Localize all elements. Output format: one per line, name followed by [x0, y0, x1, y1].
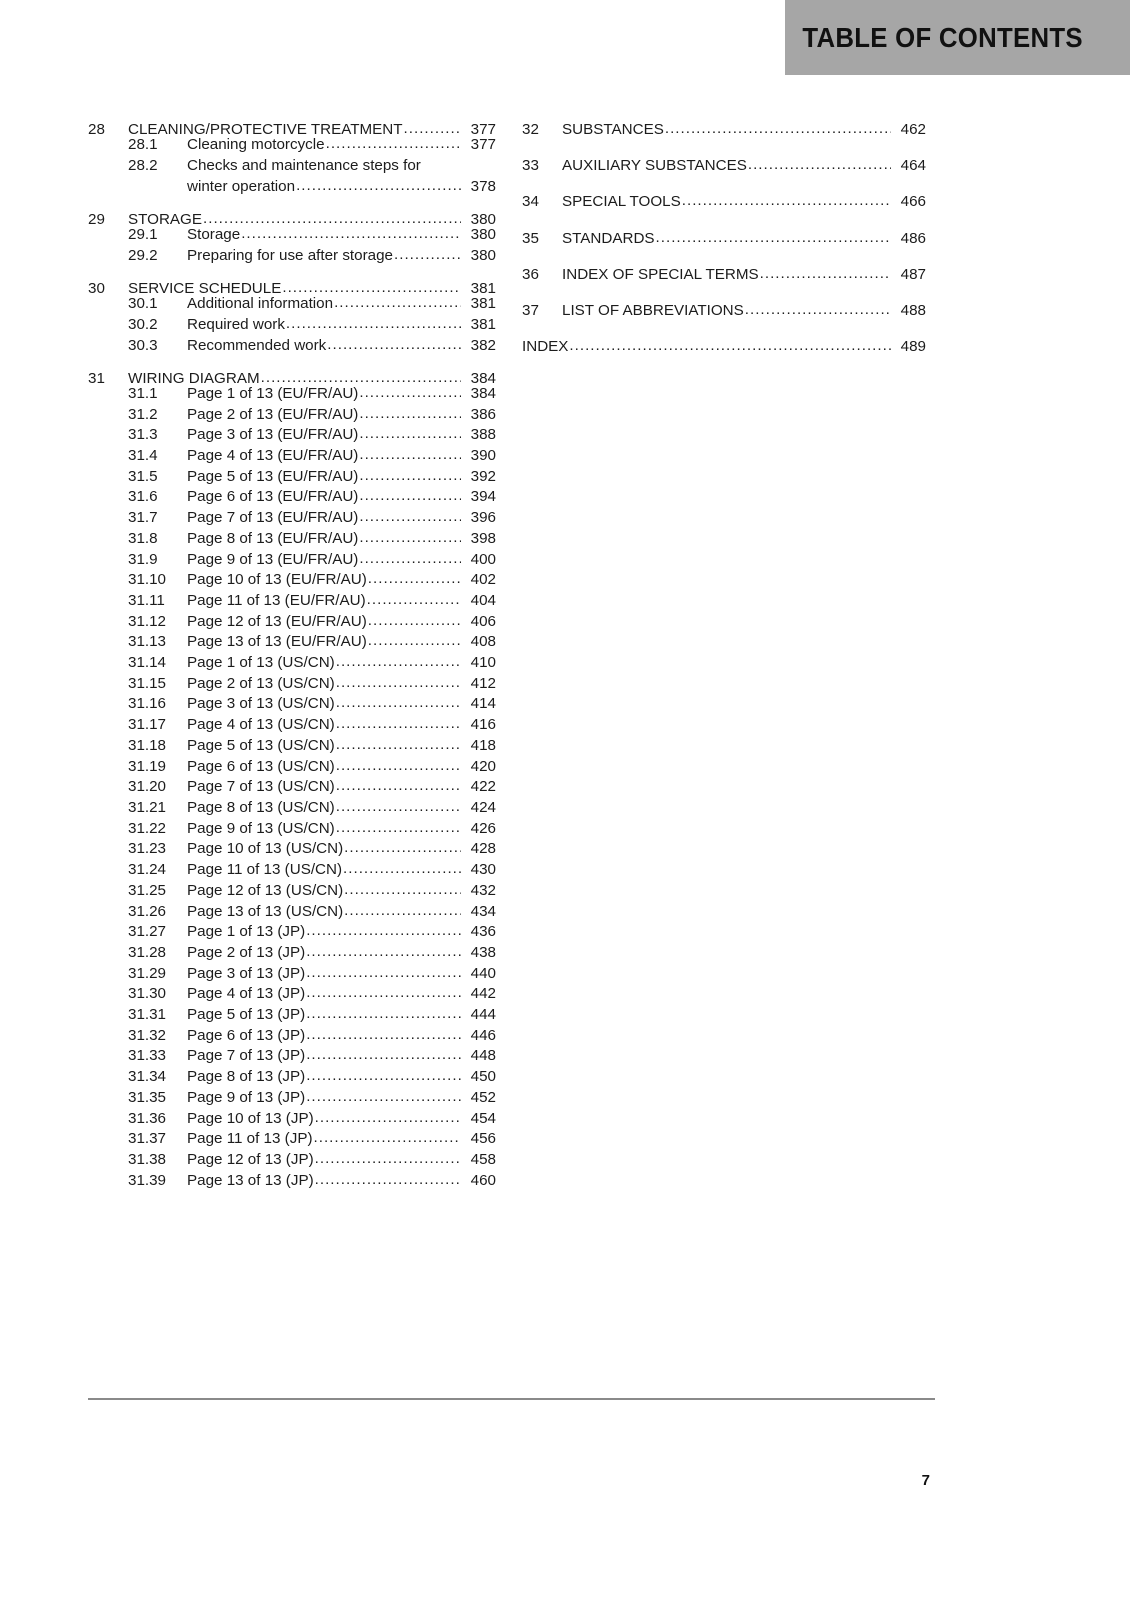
toc-entry-title: Page 6 of 13 (JP) [187, 1026, 306, 1044]
dot-leader [315, 1172, 461, 1187]
toc-entry-title: Page 12 of 13 (EU/FR/AU) [187, 612, 367, 630]
toc-entry-number: 31.3 [128, 426, 158, 444]
toc-entry-page: 416 [470, 716, 496, 734]
toc-entry-number: 29 [88, 210, 105, 228]
toc-entry-title: Page 4 of 13 (US/CN) [187, 716, 335, 734]
dot-leader [368, 633, 461, 648]
toc-entry[interactable] [88, 945, 496, 960]
toc-entry[interactable] [88, 800, 496, 815]
toc-entry-title: Recommended work [187, 336, 327, 354]
toc-entry-page: 438 [470, 943, 496, 961]
toc-entry-number: 31.26 [128, 902, 167, 920]
toc-entry-title: Page 9 of 13 (EU/FR/AU) [187, 550, 359, 568]
dot-leader [306, 1006, 461, 1021]
toc-entry[interactable] [88, 779, 496, 794]
toc-entry[interactable] [88, 966, 496, 981]
toc-entry[interactable] [88, 122, 496, 137]
toc-entry-title: Page 1 of 13 (EU/FR/AU) [187, 384, 359, 402]
toc-entry-number: 30.3 [128, 336, 158, 354]
toc-entry-number: 28 [88, 121, 105, 138]
toc-entry-number: 31.24 [128, 861, 167, 879]
toc-entry-title: Page 3 of 13 (US/CN) [187, 695, 335, 713]
toc-entry[interactable] [88, 655, 496, 670]
toc-entry[interactable] [88, 1173, 496, 1188]
toc-entry-title: Page 10 of 13 (JP) [187, 1109, 314, 1127]
toc-entry[interactable] [88, 296, 496, 311]
toc-entry-title: Page 5 of 13 (US/CN) [187, 736, 335, 754]
toc-entry-title: Page 6 of 13 (EU/FR/AU) [187, 488, 359, 506]
toc-entry-number: 31.37 [128, 1130, 167, 1148]
toc-entry-number: 31.8 [128, 529, 158, 547]
dot-leader [306, 1027, 461, 1042]
toc-entry-page: 428 [470, 840, 496, 858]
toc-entry-number: 31.10 [128, 571, 167, 589]
toc-entry[interactable] [88, 227, 496, 242]
toc-entry-page: 406 [470, 612, 496, 630]
dot-leader [336, 820, 461, 835]
dot-leader [344, 882, 461, 897]
dot-leader [368, 613, 461, 628]
dot-leader [359, 406, 461, 421]
toc-entry-page: 384 [470, 384, 496, 402]
toc-entry-title: Page 1 of 13 (JP) [187, 923, 306, 941]
dot-leader [656, 230, 891, 245]
toc-entry-title: Page 11 of 13 (US/CN) [187, 861, 343, 879]
toc-entry-number: 31.4 [128, 447, 158, 465]
toc-entry[interactable] [88, 759, 496, 774]
toc-entry-title: Page 3 of 13 (JP) [187, 964, 306, 982]
toc-entry-page: 412 [470, 674, 496, 692]
toc-entry-page: 381 [470, 279, 496, 297]
toc-entry-title: LIST OF ABBREVIATIONS [562, 302, 744, 320]
toc-entry[interactable] [88, 489, 496, 504]
dot-leader [203, 211, 461, 226]
toc-entry-title: Page 13 of 13 (US/CN) [187, 902, 344, 920]
dot-leader [241, 226, 461, 241]
toc-entry-title: Page 12 of 13 (JP) [187, 1150, 314, 1168]
toc-entry-number: 31.39 [128, 1171, 167, 1189]
toc-entry-title: Page 10 of 13 (EU/FR/AU) [187, 571, 367, 589]
toc-entry-number: 28.1 [128, 136, 158, 154]
toc-entry[interactable] [88, 212, 496, 227]
toc-entry-page: 404 [470, 591, 496, 609]
dot-leader [306, 923, 461, 938]
toc-entry-number: 30.1 [128, 295, 158, 313]
toc-entry-page: 380 [470, 210, 496, 228]
toc-entry[interactable] [522, 303, 926, 318]
toc-entry[interactable] [88, 158, 496, 194]
toc-entry-page: 442 [470, 985, 496, 1003]
dot-leader [334, 295, 461, 310]
toc-entry-number: 31.7 [128, 509, 158, 527]
toc-entry-number: 31.18 [128, 736, 167, 754]
dot-leader [404, 121, 461, 136]
toc-entry-title: Page 11 of 13 (JP) [187, 1130, 313, 1148]
toc-entry-number: 31.25 [128, 881, 167, 899]
toc-entry-number: 31.21 [128, 799, 167, 816]
toc-entry-title: Page 1 of 13 (US/CN) [187, 654, 335, 672]
page-title: TABLE OF CONTENTS [802, 22, 1083, 53]
toc-entry-page: 426 [470, 819, 496, 837]
dot-leader [314, 1130, 461, 1145]
toc-entry-page: 394 [470, 488, 496, 506]
dot-leader [296, 178, 461, 193]
toc-entry-page: 432 [470, 881, 496, 899]
toc-entry-title: Storage [187, 226, 241, 244]
dot-leader [359, 385, 461, 400]
toc-entry[interactable] [88, 696, 496, 711]
toc-entry-number: 31.30 [128, 985, 167, 1003]
toc-entry-title: Page 13 of 13 (JP) [187, 1171, 314, 1189]
dot-leader [359, 426, 461, 441]
toc-entry-number: 31.12 [128, 612, 167, 630]
toc-entry-title: Page 5 of 13 (EU/FR/AU) [187, 467, 359, 485]
toc-entry-page: 486 [900, 229, 926, 247]
toc-entry[interactable] [88, 821, 496, 836]
toc-entry-number: 31.23 [128, 840, 167, 858]
toc-entry-number: 31.20 [128, 778, 167, 796]
toc-entry-title: Page 8 of 13 (JP) [187, 1068, 306, 1086]
toc-entry-number: 31.9 [128, 550, 158, 568]
toc-entry-page: 466 [900, 193, 926, 211]
toc-entry-number: 31 [88, 369, 105, 387]
toc-entry-page: 398 [470, 529, 496, 547]
dot-leader [336, 695, 461, 710]
toc-entry-page: 458 [470, 1150, 496, 1168]
toc-entry-number: 31.32 [128, 1026, 167, 1044]
toc-entry-number: 31.11 [128, 591, 165, 609]
toc-entry-page: 380 [470, 226, 496, 244]
toc-entry-number: 31.13 [128, 633, 167, 651]
dot-leader [359, 551, 461, 566]
toc-entry-number: 31.38 [128, 1150, 167, 1168]
toc-entry[interactable] [88, 1007, 496, 1022]
toc-entry[interactable] [88, 386, 496, 401]
toc-entry-page: 436 [470, 923, 496, 941]
toc-entry[interactable] [88, 510, 496, 525]
dot-leader [760, 266, 891, 281]
toc-entry-number: 34 [522, 193, 539, 211]
dot-leader [286, 316, 461, 331]
toc-entry[interactable] [88, 1048, 496, 1063]
toc-entry-title: Page 7 of 13 (EU/FR/AU) [187, 509, 359, 527]
footer-rule [88, 1398, 935, 1400]
toc-entry[interactable] [88, 676, 496, 691]
toc-entry[interactable] [88, 1090, 496, 1105]
toc-entry-number: 31.36 [128, 1109, 167, 1127]
toc-entry-number: 30.2 [128, 315, 158, 333]
toc-entry-page: 420 [470, 757, 496, 775]
dot-leader [336, 654, 461, 669]
dot-leader [359, 509, 461, 524]
toc-entry-number: 31.1 [128, 384, 158, 402]
dot-leader [569, 338, 891, 353]
toc-entry-number: 31.27 [128, 923, 167, 941]
dot-leader [367, 592, 461, 607]
dot-leader [359, 488, 461, 503]
dot-leader [359, 530, 461, 545]
toc-entry-page: 414 [470, 695, 496, 713]
toc-entry-title: Required work [187, 315, 285, 333]
toc-column-right [522, 122, 926, 354]
toc-entry-title: INDEX [522, 338, 569, 356]
toc-entry[interactable] [88, 614, 496, 629]
toc-entry[interactable] [88, 338, 496, 353]
toc-entry[interactable] [88, 469, 496, 484]
toc-entry-title: Page 9 of 13 (US/CN) [187, 819, 335, 837]
toc-entry-number: 32 [522, 121, 539, 138]
toc-entry-number: 31.15 [128, 674, 167, 692]
toc-entry-title: Page 2 of 13 (JP) [187, 943, 306, 961]
toc-column-left [88, 122, 496, 1188]
toc-entry-title: Page 13 of 13 (EU/FR/AU) [187, 633, 367, 651]
toc-entry-page: 450 [470, 1068, 496, 1086]
toc-entry-page: 456 [470, 1130, 496, 1148]
toc-entry-title: Additional information [187, 295, 334, 313]
toc-entry[interactable] [88, 531, 496, 546]
dot-leader [326, 136, 461, 151]
toc-entry-title: Page 3 of 13 (EU/FR/AU) [187, 426, 359, 444]
toc-entry-page: 460 [470, 1171, 496, 1189]
toc-entry-page: 386 [470, 405, 496, 423]
toc-entry-page: 452 [470, 1088, 496, 1106]
toc-entry-number: 29.1 [128, 226, 158, 244]
toc-entry[interactable] [88, 1028, 496, 1043]
toc-entry[interactable] [522, 339, 926, 354]
toc-entry-page: 408 [470, 633, 496, 651]
toc-entry-number: 33 [522, 157, 539, 175]
toc-entry-number: 31.2 [128, 405, 158, 423]
dot-leader [336, 799, 461, 814]
toc-entry-title: WIRING DIAGRAM [128, 369, 260, 387]
toc-entry-title: Cleaning motorcycle [187, 136, 325, 154]
dot-leader [682, 193, 891, 208]
toc-entry-title: SUBSTANCES [562, 121, 664, 138]
dot-leader [282, 280, 461, 295]
dot-leader [343, 861, 461, 876]
dot-leader [748, 157, 891, 172]
toc-entry[interactable] [88, 862, 496, 877]
toc-entry-page: 392 [470, 467, 496, 485]
toc-entry-page: 487 [900, 265, 926, 283]
toc-entry[interactable] [522, 231, 926, 246]
toc-entry[interactable] [522, 267, 926, 282]
toc-entry-page: 462 [900, 121, 926, 138]
toc-entry-page: 448 [470, 1047, 496, 1065]
toc-entry-number: 31.31 [128, 1006, 167, 1024]
toc-entry-number: 31.35 [128, 1088, 167, 1106]
toc-entry[interactable] [88, 427, 496, 442]
toc-entry-title: Page 8 of 13 (EU/FR/AU) [187, 529, 359, 547]
toc-entry-page: 418 [470, 736, 496, 754]
toc-entry-title: SERVICE SCHEDULE [128, 279, 282, 297]
toc-entry-title: Page 11 of 13 (EU/FR/AU) [187, 591, 366, 609]
toc-entry[interactable] [88, 248, 496, 263]
toc-entry-page: 400 [470, 550, 496, 568]
toc-entry-title: Page 7 of 13 (US/CN) [187, 778, 335, 796]
toc-entry-title: STORAGE [128, 210, 202, 228]
dot-leader [306, 1047, 461, 1062]
toc-entry[interactable] [88, 883, 496, 898]
toc-entry-title: Page 7 of 13 (JP) [187, 1047, 306, 1065]
toc-entry-page: 434 [470, 902, 496, 920]
dot-leader [315, 1110, 461, 1125]
toc-entry[interactable] [88, 552, 496, 567]
toc-entry-title: Page 4 of 13 (JP) [187, 985, 306, 1003]
toc-entry-page: 454 [470, 1109, 496, 1127]
dot-leader [359, 468, 461, 483]
toc-entry[interactable] [88, 1111, 496, 1126]
toc-entry-title: Preparing for use after storage [187, 246, 393, 264]
toc-entry-page: 440 [470, 964, 496, 982]
dot-leader [306, 965, 461, 980]
toc-entry[interactable] [88, 407, 496, 422]
toc-entry-number: 31.6 [128, 488, 158, 506]
dot-leader [394, 247, 461, 262]
dot-leader [368, 571, 461, 586]
toc-entry-title: Page 2 of 13 (US/CN) [187, 674, 335, 692]
toc-entry-page: 396 [470, 509, 496, 527]
toc-entry-title: Checks and maintenance steps for [187, 156, 421, 174]
toc-entry[interactable] [88, 448, 496, 463]
toc-entry-page: 446 [470, 1026, 496, 1044]
toc-entry-number: 31.5 [128, 467, 158, 485]
toc-entry-number: 31.33 [128, 1047, 167, 1065]
toc-entry[interactable] [88, 137, 496, 152]
toc-entry-number: 31.14 [128, 654, 167, 672]
dot-leader [336, 758, 461, 773]
toc-entry[interactable] [522, 122, 926, 137]
toc-entry-title: INDEX OF SPECIAL TERMS [562, 265, 759, 283]
toc-entry-page: 380 [470, 246, 496, 264]
toc-entry-page: 464 [900, 157, 926, 175]
toc-entry-page: 390 [470, 447, 496, 465]
toc-entry-title: CLEANING/PROTECTIVE TREATMENT [128, 121, 403, 138]
toc-entry-page: 382 [470, 336, 496, 354]
toc-entry[interactable] [88, 1069, 496, 1084]
toc-entry-title: Page 2 of 13 (EU/FR/AU) [187, 405, 359, 423]
dot-leader [359, 447, 461, 462]
toc-entry-page: 377 [470, 121, 496, 138]
toc-entry-title: Page 12 of 13 (US/CN) [187, 881, 344, 899]
toc-entry-page: 388 [470, 426, 496, 444]
toc-entry-page: 381 [470, 295, 496, 313]
dot-leader [336, 675, 461, 690]
toc-entry-page: 422 [470, 778, 496, 796]
toc-entry-page: 381 [470, 315, 496, 333]
toc-entry[interactable] [88, 924, 496, 939]
dot-leader [336, 778, 461, 793]
toc-entry[interactable] [522, 194, 926, 209]
toc-entry[interactable] [88, 634, 496, 649]
toc-entry[interactable] [88, 371, 496, 386]
toc-entry-page: 402 [470, 571, 496, 589]
toc-entry-number: 31.16 [128, 695, 167, 713]
dot-leader [306, 1089, 461, 1104]
dot-leader [315, 1151, 461, 1166]
dot-leader [344, 903, 461, 918]
toc-entry-page: 430 [470, 861, 496, 879]
dot-leader [336, 716, 461, 731]
toc-entry-page: 378 [470, 177, 496, 195]
toc-entry-number: 35 [522, 229, 539, 247]
toc-entry-title: Page 4 of 13 (EU/FR/AU) [187, 447, 359, 465]
dot-leader [665, 121, 891, 136]
footer-page-number: 7 [921, 1472, 930, 1489]
toc-entry-number: 36 [522, 265, 539, 283]
toc-entry-page: 384 [470, 369, 496, 387]
toc-entry-number: 31.29 [128, 964, 167, 982]
toc-entry-number: 37 [522, 302, 539, 320]
toc-entry[interactable] [88, 841, 496, 856]
toc-entry[interactable] [88, 904, 496, 919]
toc-entry[interactable] [88, 1131, 496, 1146]
toc-entry[interactable] [88, 317, 496, 332]
toc-entry-title: Page 6 of 13 (US/CN) [187, 757, 335, 775]
toc-entry[interactable] [88, 572, 496, 587]
toc-entry-title-continued: winter operation [187, 177, 296, 195]
toc-entry-page: 410 [470, 654, 496, 672]
toc-entry-number: 31.28 [128, 943, 167, 961]
dot-leader [344, 840, 461, 855]
toc-entry[interactable] [88, 738, 496, 753]
toc-entry-number: 31.19 [128, 757, 167, 775]
toc-entry-title: Page 5 of 13 (JP) [187, 1006, 306, 1024]
toc-entry[interactable] [88, 986, 496, 1001]
toc-entry[interactable] [88, 717, 496, 732]
toc-entry-page: 444 [470, 1006, 496, 1024]
dot-leader [261, 370, 461, 385]
toc-entry[interactable] [88, 281, 496, 296]
toc-entry[interactable] [88, 1152, 496, 1167]
toc-entry-number: 31.34 [128, 1068, 167, 1086]
toc-entry-title: Page 9 of 13 (JP) [187, 1088, 306, 1106]
toc-entry-number: 30 [88, 279, 105, 297]
toc-entry-number: 29.2 [128, 246, 158, 264]
toc-entry-title: Page 10 of 13 (US/CN) [187, 840, 344, 858]
dot-leader [306, 985, 461, 1000]
dot-leader [336, 737, 461, 752]
dot-leader [306, 1068, 461, 1083]
dot-leader [306, 944, 461, 959]
toc-entry-page: 424 [470, 799, 496, 816]
dot-leader [745, 302, 891, 317]
toc-entry-page: 489 [900, 338, 926, 356]
toc-entry-title: Page 8 of 13 (US/CN) [187, 799, 335, 816]
toc-entry-title: SPECIAL TOOLS [562, 193, 681, 211]
toc-entry-number: 31.22 [128, 819, 167, 837]
dot-leader [327, 337, 461, 352]
toc-entry-number: 28.2 [128, 156, 158, 174]
toc-entry-number: 31.17 [128, 716, 167, 734]
toc-entry-title: STANDARDS [562, 229, 655, 247]
toc-entry-title: AUXILIARY SUBSTANCES [562, 157, 747, 175]
toc-entry-page: 488 [900, 302, 926, 320]
toc-entry[interactable] [88, 593, 496, 608]
toc-entry-page: 377 [470, 136, 496, 154]
toc-entry[interactable] [522, 158, 926, 173]
